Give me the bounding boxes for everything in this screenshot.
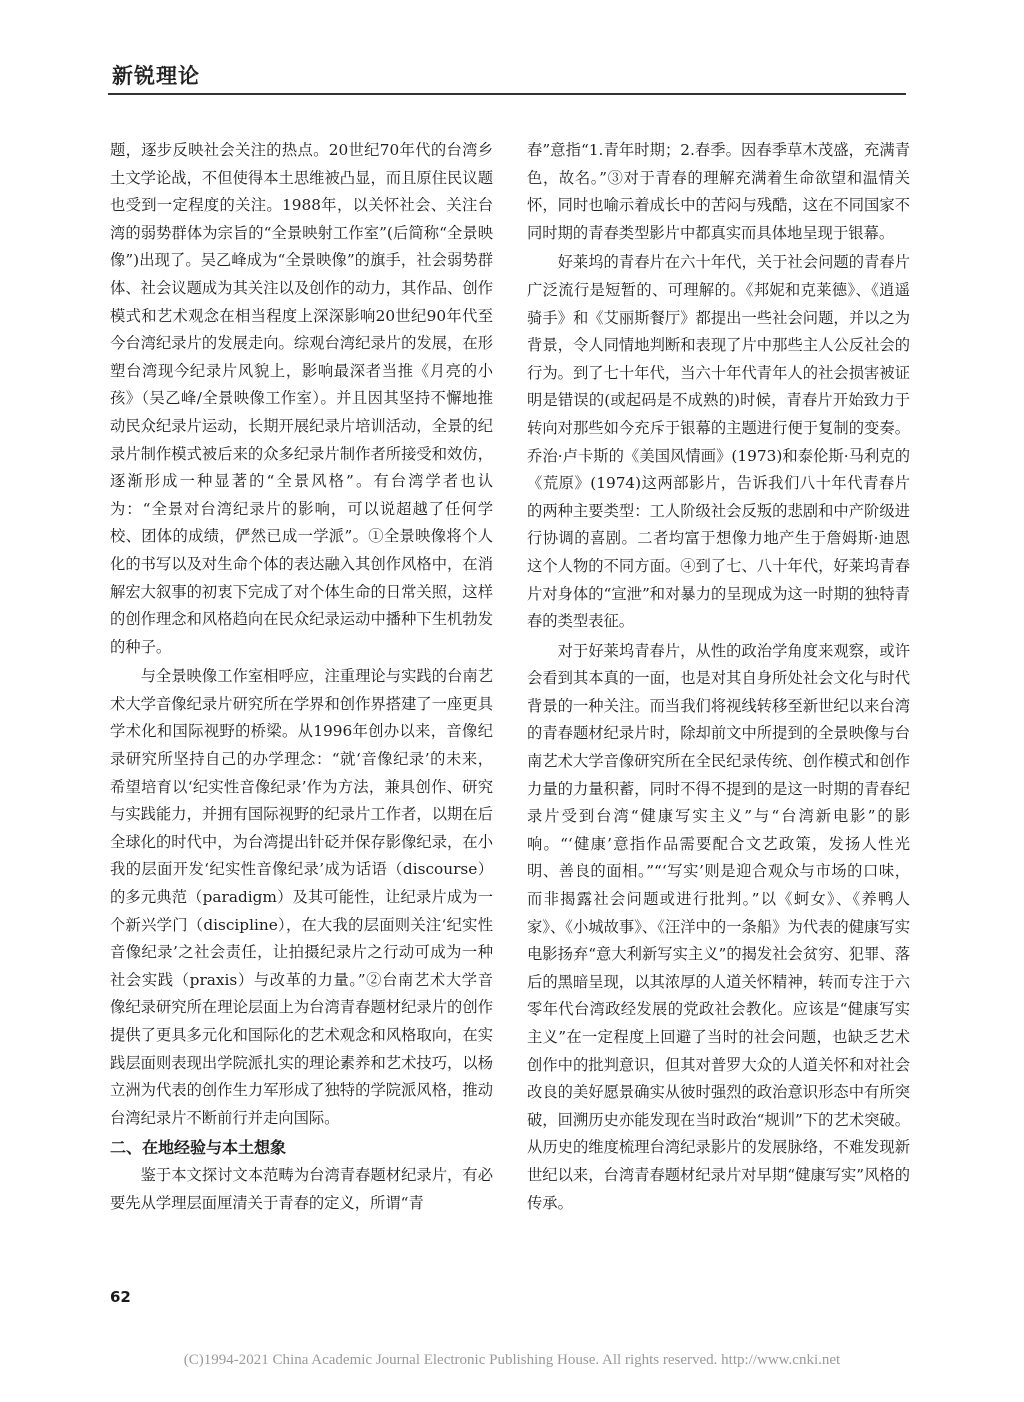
left-column — [110, 137, 493, 1220]
running-header: 新锐理论 — [112, 64, 200, 88]
paragraph: 好莱坞的青春片在六十年代，关于社会问题的青春片广泛流行是短暂的、可理解的。《邦妮和克莱德》、《逍遥骑手》和《艾丽斯餐厅》都提出一些社会问题，并以之为背景，令人同情地判断和表现了片中那些主人公反社会的行为。到了七十年代，当六十年代青年人的社会损害被证明是错误的(或起码是不成熟的)时候，青春片开始致力于转向对那些如今充斥于银幕的主题进行便于复制的变奏。乔治·卢卡斯的《美国风情画》(1973)和泰伦斯·马利克的《荒原》(1974)这两部影片，告诉我们八十年代青春片的两种主要类型：工人阶级社会反叛的悲剧和中产阶级进行协调的喜剧。二者均富于想像力地产生于詹姆斯·迪恩这个人物的不同方面。④到了七、八十年代，好莱坞青春片对身体的“宣泄”和对暴力的呈现成为这一时期的独特青春的类型表征。 — [527, 253, 910, 631]
page-number: 62 — [110, 1288, 131, 1306]
paragraph-continued: 春”意指“1.青年时期；2.春季。因春季草木茂盛，充满青色，故名。”③对于青春的理解充满着生命欲望和温情关怀，同时也喻示着成长中的苦闷与残酷，这在不同国家不同时期的青春类型影片中都真实而具体地呈现于银幕。 — [527, 141, 910, 242]
header-rule — [108, 93, 906, 95]
paragraph: 对于好莱坞青春片，从性的政治学角度来观察，或许会看到其本真的一面，也是对其自身所处社会文化与时代背景的一种关注。而当我们将视线转移至新世纪以来台湾的青春题材纪录片时，除却前文中所提到的全景映像与台南艺术大学音像研究所在全民纪录传统、创作模式和创作力量的力量积蓄，同时不得不提到的是这一时期的青春纪录片受到台湾“健康写实主义”与“台湾新电影”的影响。“‘健康’意指作品需要配合文艺政策，发扬人性光明、善良的面相。”“‘写实’则是迎合观众与市场的口味，而非揭露社会问题或进行批判。”以《蚵女》、《养鸭人家》、《小城故事》、《汪洋中的一条船》为代表的健康写实电影扬弃“意大利新写实主义”的揭发社会贫穷、犯罪、落后的黑暗呈现，以其浓厚的人道关怀精神，转而专注于六零年代台湾政经发展的党政社会教化。应该是“健康写实主义”在一定程度上回避了当时的社会问题，也缺乏艺术创作中的批判意识，但其对普罗大众的人道关怀和对社会改良的美好愿景确实从彼时强烈的政治意识形态中有所突破，回溯历史亦能发现在当时政治“规训”下的艺术突破。从历史的维度梳理台湾纪录影片的发展脉络，不难发现新世纪以来，台湾青春题材纪录片对早期“健康写实”风格的传承。 — [527, 641, 910, 1212]
paragraph: 鉴于本文探讨文本范畴为台湾青春题材纪录片，有必要先从学理层面厘清关于青春的定义，所谓“青 — [110, 1166, 493, 1212]
paragraph: 与全景映像工作室相呼应，注重理论与实践的台南艺术大学音像纪录片研究所在学界和创作界搭建了一座更具学术化和国际视野的桥梁。从1996年创办以来，音像纪录研究所坚持自己的办学理念：“就‘音像纪录’的未来，希望培育以‘纪实性音像纪录’作为方法，兼具创作、研究与实践能力，并拥有国际视野的纪录片工作者，以期在后全球化的时代中，为台湾提出针砭并保存影像纪录，在小我的层面开发‘纪实性音像纪录’成为话语（discourse）的多元典范（paradigm）及其可能性，让纪录片成为一个新兴学门（discipline），在大我的层面则关注‘纪实性音像纪录’之社会责任，让拍摄纪录片之行动可成为一种社会实践（praxis）与改革的力量。”②台南艺术大学音像纪录研究所在理论层面上为台湾青春题材纪录片的创作提供了更具多元化和国际化的艺术观念和风格取向，在实践层面则表现出学院派扎实的理论素养和艺术技巧，以杨立洲为代表的创作生力军形成了独特的学院派风格，推动台湾纪录片不断前行并走向国际。 — [110, 667, 493, 1127]
right-column — [527, 137, 910, 1219]
copyright-footer: (C)1994-2021 China Academic Journal Electronic Publishing House. All rights reserved. http://www.cnki.net — [183, 1352, 841, 1368]
paragraph-continued: 题，逐步反映社会关注的热点。20世纪70年代的台湾乡土文学论战，不但使得本土思维被凸显，而且原住民议题也受到一定程度的关注。1988年，以关怀社会、关注台湾的弱势群体为宗旨的“全景映射工作室”(后简称“全景映像”)出现了。吴乙峰成为“全景映像”的旗手，社会弱势群体、社会议题成为其关注以及创作的动力，其作品、创作模式和艺术观念在相当程度上深深影响20世纪90年代至今台湾纪录片的发展走向。综观台湾纪录片的发展，在形塑台湾现今纪录片风貌上，影响最深者当推《月亮的小孩》（吴乙峰/全景映像工作室）。并且因其坚持不懈地推动民众纪录片运动，长期开展纪录片培训活动，全景的纪录片制作模式被后来的众多纪录片制作者所接受和效仿，逐渐形成一种显著的“全景风格”。有台湾学者也认为：“全景对台湾纪录片的影响，可以说超越了任何学校、团体的成绩，俨然已成一学派”。①全景映像将个人化的书写以及对生命个体的表达融入其创作风格中，在消解宏大叙事的初衷下完成了对个体生命的日常关照，这样的创作理念和风格趋向在民众纪录运动中播种下生机勃发的种子。 — [110, 141, 493, 656]
section-heading: 二、在地经验与本土想象 — [110, 1138, 287, 1158]
